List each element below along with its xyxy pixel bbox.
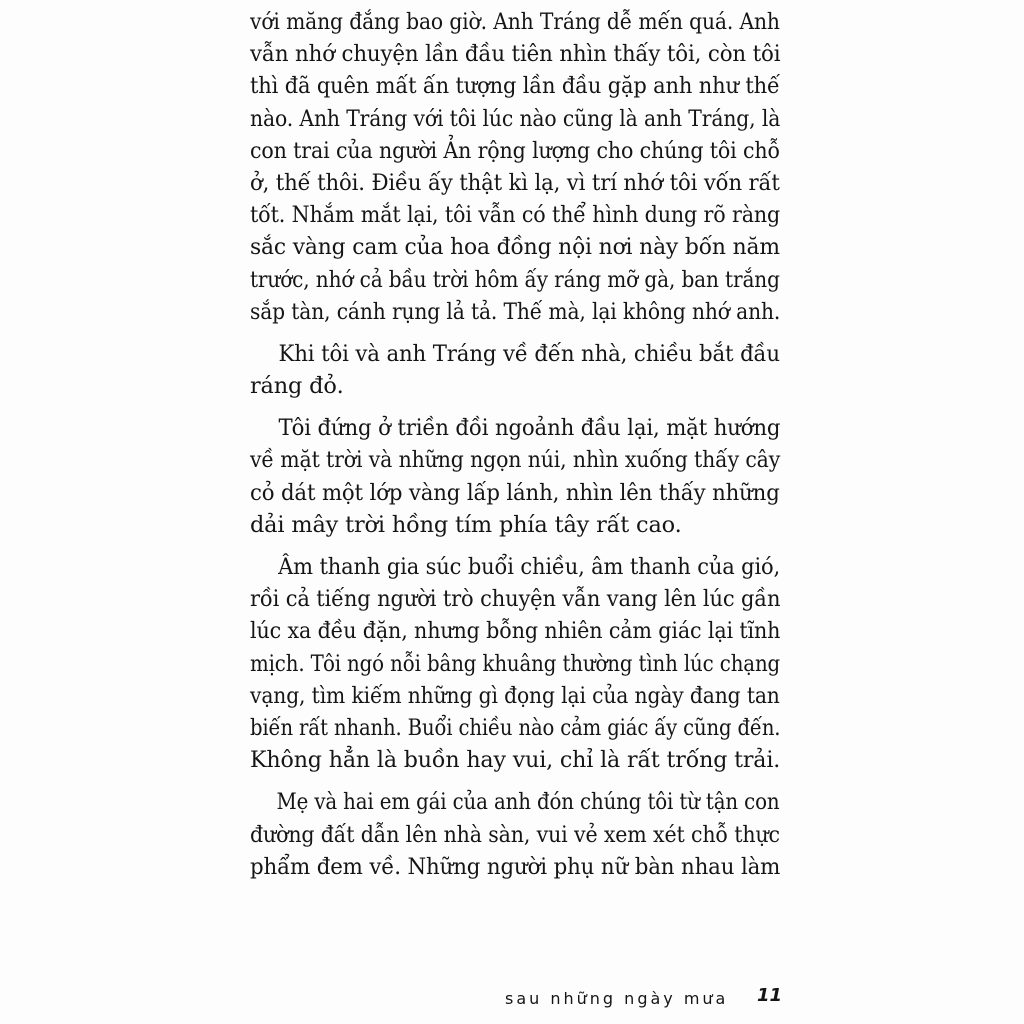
paragraph [250,551,780,776]
text-line: vạng, tìm kiếm những gì đọng lại của ngày đang tan [250,682,780,709]
running-title: sau những ngày mưa [505,989,729,1008]
page-footer [505,982,783,1012]
text-line: phẩm đem về. Những người phụ nữ bàn nhau làm [250,853,781,880]
text-line: sắc vàng cam của hoa đồng nội nơi này bốn năm [250,234,780,261]
text-line: Không hẳn là buồn hay vui, chỉ là rất trống trải. [250,747,781,774]
text-line: biến rất nhanh. Buổi chiều nào cảm giác ấy cũng đến. [250,714,781,741]
text-line: với măng đắng bao giờ. Anh Tráng dễ mến quá. Anh [250,9,780,35]
text-line: rồi cả tiếng người trò chuyện vẫn vang lên lúc gần [250,586,781,613]
text-line: trước, nhớ cả bầu trời hôm ấy ráng mỡ gà, ban trắng [250,266,780,293]
text-line: con trai của người Ản rộng lượng cho chúng tôi chỗ [250,137,780,164]
text-line: lúc xa đều đặn, nhưng bỗng nhiên cảm giác lại tĩnh [250,618,781,645]
paragraph [250,338,780,402]
text-line: nào. Anh Tráng với tôi lúc nào cũng là anh Tráng, là [250,105,781,132]
text-line: Mẹ và hai em gái của anh đón chúng tôi từ tận con [276,789,780,816]
text-line: Âm thanh gia súc buổi chiều, âm thanh của gió, [278,554,781,580]
text-line: sắp tàn, cánh rụng lả tả. Thế mà, lại không nhớ anh. [250,298,781,325]
text-line: vẫn nhớ chuyện lần đầu tiên nhìn thấy tôi, còn tôi [250,41,781,68]
text-line: cỏ dát một lớp vàng lấp lánh, nhìn lên thấy những [250,479,780,506]
text-line: ráng đỏ. [250,373,344,400]
text-line: đường đất dẫn lên nhà sàn, vui vẻ xem xét chỗ thực [250,821,780,848]
text-line: mịch. Tôi ngó nỗi bâng khuâng thường tình lúc chạng [250,650,781,677]
paragraph [250,786,780,883]
text-line: Khi tôi và anh Tráng về đến nhà, chiều bắt đầu [278,340,780,367]
text-line: tốt. Nhắm mắt lại, tôi vẫn có thể hình dung rõ ràng [250,202,781,229]
text-line: dải mây trời hồng tím phía tây rất cao. [250,511,682,538]
text-line: Tôi đứng ở triền đồi ngoảnh đầu lại, mặt hướng [278,415,781,442]
text-line: ở, thế thôi. Điều ấy thật kì lạ, vì trí nhớ tôi vốn rất [250,169,780,196]
page-number: 11 [757,985,783,1006]
paragraph [250,412,780,541]
text-line: về mặt trời và những ngọn núi, nhìn xuống thấy cây [250,447,781,474]
text-line: thì đã quên mất ấn tượng lần đầu gặp anh như thế [250,73,780,100]
paragraph [250,6,780,328]
body-text [250,6,780,883]
